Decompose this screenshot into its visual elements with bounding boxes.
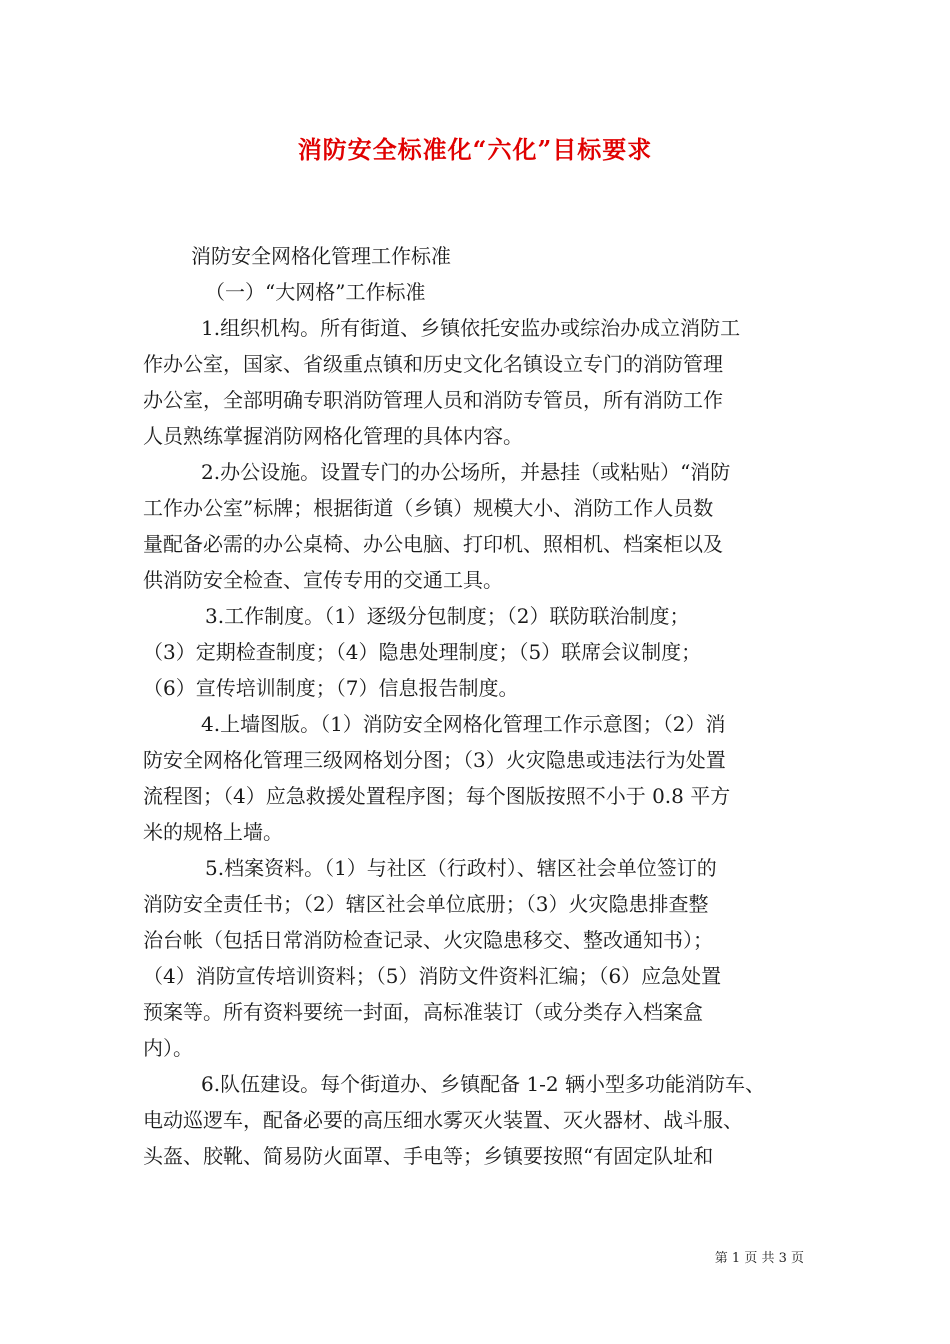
text-line: 消防安全责任书；（2）辖区社会单位底册；（3）火灾隐患排查整 [143, 892, 709, 916]
text-line: 2.办公设施。设置专门的办公场所，并悬挂（或粘贴）“消防 [201, 460, 731, 484]
text-line: （6）宣传培训制度；（7）信息报告制度。 [143, 676, 519, 700]
text-line: 5.档案资料。（1）与社区（行政村）、辖区社会单位签订的 [205, 856, 717, 880]
text-line: 3.工作制度。（1）逐级分包制度；（2）联防联治制度； [205, 604, 690, 628]
text-line: 防安全网格化管理三级网格划分图；（3）火灾隐患或违法行为处置 [143, 748, 726, 772]
text-line: 预案等。所有资料要统一封面，高标准装订（或分类存入档案盒 [143, 1000, 703, 1024]
text-line: 1.组织机构。所有街道、乡镇依托安监办或综治办成立消防工 [201, 316, 741, 340]
text-line: 头盔、胶靴、简易防火面罩、手电等；乡镇要按照“有固定队址和 [143, 1144, 714, 1168]
text-line: 6.队伍建设。每个街道办、乡镇配备 1-2 辆小型多功能消防车、 [201, 1072, 766, 1096]
page-footer: 第 1 页 共 3 页 [714, 1251, 804, 1266]
text-line: （4）消防宣传培训资料；（5）消防文件资料汇编；（6）应急处置 [143, 964, 722, 988]
text-line: 米的规格上墙。 [143, 820, 283, 844]
page-title: 消防安全标准化“六化”目标要求 [297, 135, 653, 164]
text-line: 治台帐（包括日常消防检查记录、火灾隐患移交、整改通知书）； [143, 928, 713, 952]
text-line: 人员熟练掌握消防网格化管理的具体内容。 [143, 424, 523, 448]
text-line: 内）。 [143, 1036, 193, 1060]
text-line: 流程图；（4）应急救援处置程序图；每个图版按照不小于 0.8 平方 [143, 784, 731, 808]
text-line: 作办公室，国家、省级重点镇和历史文化名镇设立专门的消防管理 [143, 352, 723, 376]
text-line: 供消防安全检查、宣传专用的交通工具。 [143, 568, 503, 592]
document-body [143, 238, 808, 1174]
text-line: 消防安全网格化管理工作标准 [191, 244, 451, 268]
text-line: （一）“大网格”工作标准 [205, 280, 426, 304]
text-line: 工作办公室”标牌；根据街道（乡镇）规模大小、消防工作人员数 [143, 496, 714, 520]
text-line: 量配备必需的办公桌椅、办公电脑、打印机、照相机、档案柜以及 [143, 532, 723, 556]
text-line: 办公室，全部明确专职消防管理人员和消防专管员，所有消防工作 [143, 388, 723, 412]
text-line: 4.上墙图版。（1）消防安全网格化管理工作示意图；（2）消 [201, 712, 726, 736]
text-line: 电动巡逻车，配备必要的高压细水雾灭火装置、灭火器材、战斗服、 [143, 1108, 743, 1132]
text-line: （3）定期检查制度；（4）隐患处理制度；（5）联席会议制度； [143, 640, 702, 664]
